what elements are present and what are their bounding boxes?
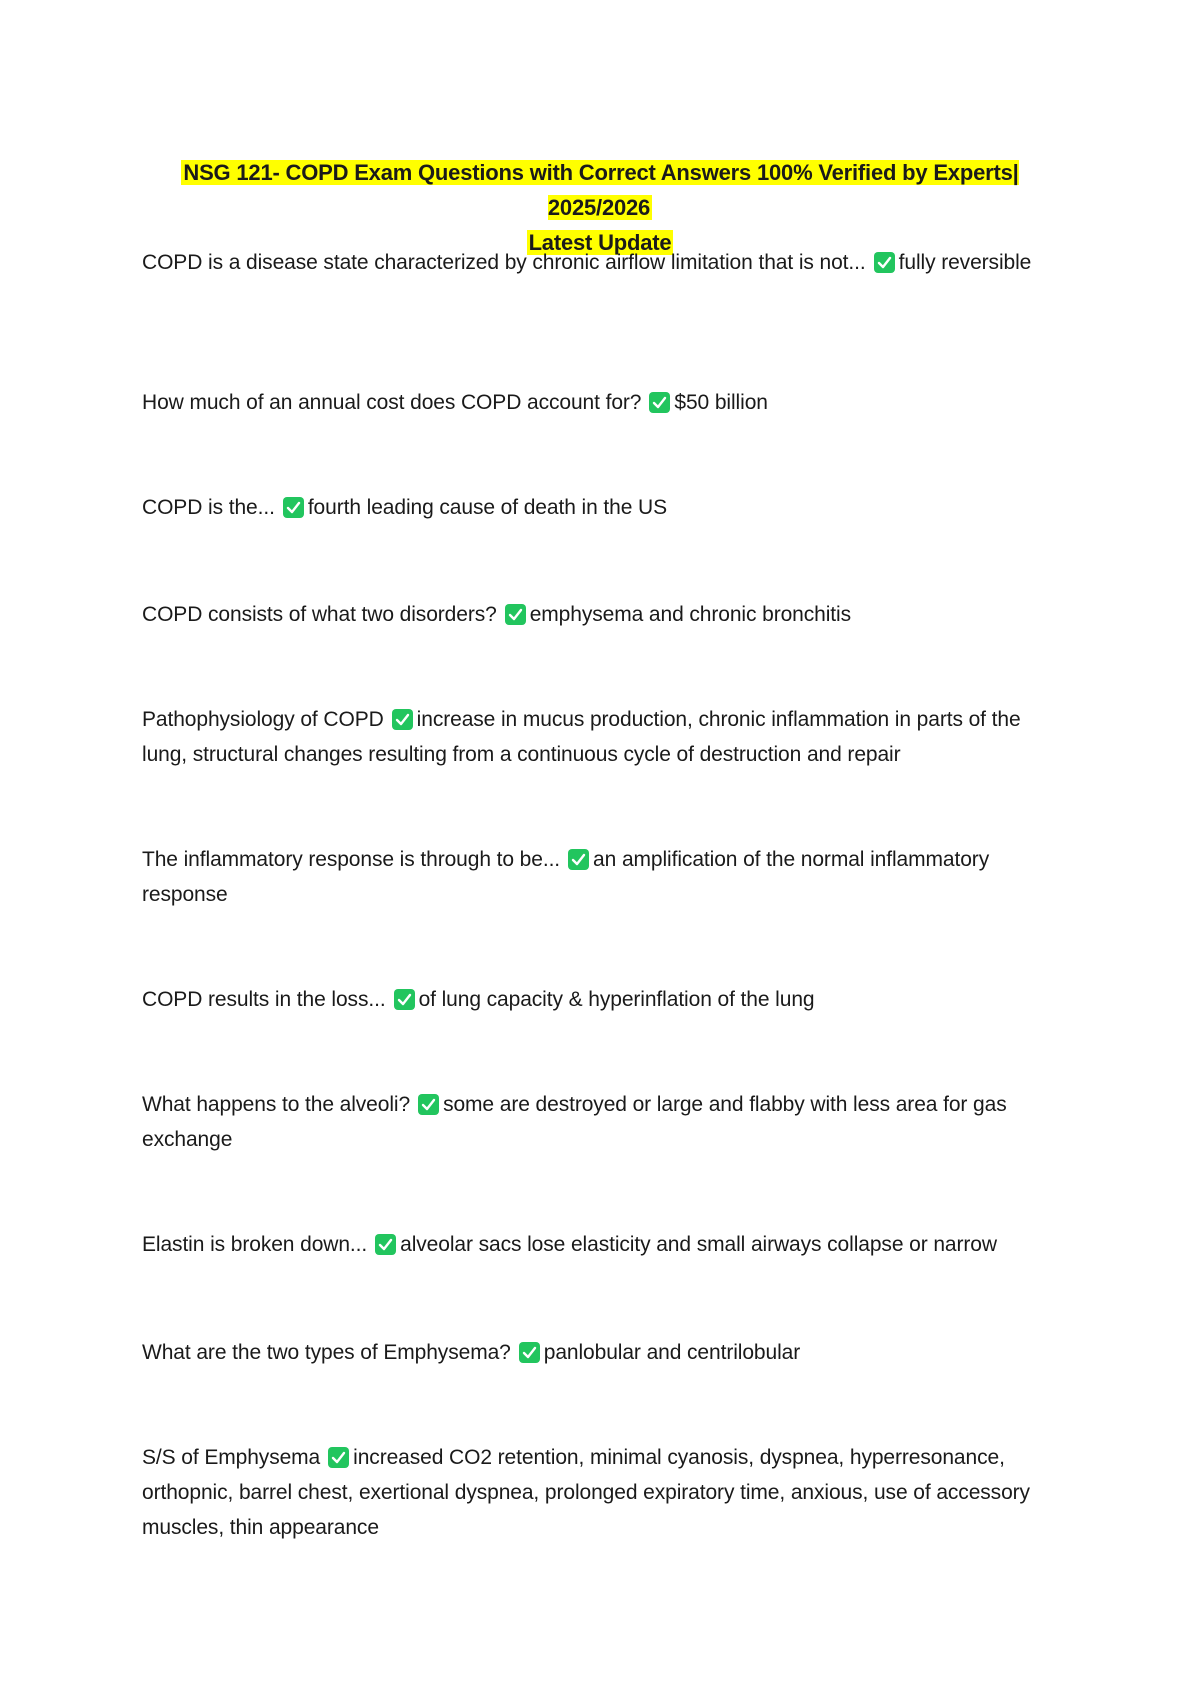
answer-text: increased CO2 retention, minimal cyanosis, dyspnea, hyperresonance, orthopnic, barrel chest, exertional dyspnea, prolonged expiratory time, anxious, use of accessory muscles, thin appearance	[142, 1446, 1030, 1539]
question-text: What happens to the alveoli?	[142, 1093, 411, 1116]
qa-item	[142, 1335, 1062, 1370]
qa-item	[142, 1087, 1062, 1157]
answer-text: fully reversible	[898, 251, 1032, 274]
question-text: S/S of Emphysema	[142, 1446, 321, 1469]
answer-text: alveolar sacs lose elasticity and small airways collapse or narrow	[400, 1233, 997, 1256]
qa-item	[142, 1440, 1062, 1545]
answer-text: fourth leading cause of death in the US	[307, 496, 667, 519]
check-icon	[394, 989, 415, 1010]
check-icon	[328, 1447, 349, 1468]
question-text: How much of an annual cost does COPD account for?	[142, 391, 642, 414]
question-text: COPD results in the loss...	[142, 988, 386, 1011]
qa-item	[142, 597, 1062, 632]
title-line-2: Latest Update	[528, 230, 672, 255]
question-text: COPD is the...	[142, 496, 275, 519]
answer-text: an amplification of the normal inflammatory response	[142, 848, 990, 906]
check-icon	[418, 1094, 439, 1115]
answer-text: panlobular and centrilobular	[543, 1341, 801, 1364]
answer-text: emphysema and chronic bronchitis	[529, 603, 851, 626]
title-line-1: NSG 121- COPD Exam Questions with Correct Answers 100% Verified by Experts| 2025/2026	[183, 160, 1019, 220]
qa-item	[142, 245, 1062, 280]
check-icon	[283, 497, 304, 518]
question-text: COPD consists of what two disorders?	[142, 603, 497, 626]
qa-item	[142, 702, 1062, 772]
question-text: Elastin is broken down...	[142, 1233, 368, 1256]
answer-text: of lung capacity & hyperinflation of the lung	[418, 988, 815, 1011]
qa-item	[142, 842, 1062, 912]
question-text: Pathophysiology of COPD	[142, 708, 384, 731]
check-icon	[874, 252, 895, 273]
qa-item	[142, 385, 1062, 420]
question-text: What are the two types of Emphysema?	[142, 1341, 511, 1364]
qa-item	[142, 1227, 1062, 1262]
qa-item	[142, 982, 1062, 1017]
check-icon	[519, 1342, 540, 1363]
answer-text: some are destroyed or large and flabby with less area for gas exchange	[142, 1093, 1007, 1151]
question-text: COPD is a disease state characterized by chronic airflow limitation that is not...	[142, 251, 866, 274]
check-icon	[375, 1234, 396, 1255]
check-icon	[505, 604, 526, 625]
qa-item	[142, 490, 1062, 525]
check-icon	[649, 392, 670, 413]
question-text: The inflammatory response is through to be...	[142, 848, 561, 871]
check-icon	[568, 849, 589, 870]
answer-text: increase in mucus production, chronic inflammation in parts of the lung, structural changes resulting from a continuous cycle of destruction and repair	[142, 708, 1021, 766]
answer-text: $50 billion	[674, 391, 768, 414]
check-icon	[392, 709, 413, 730]
